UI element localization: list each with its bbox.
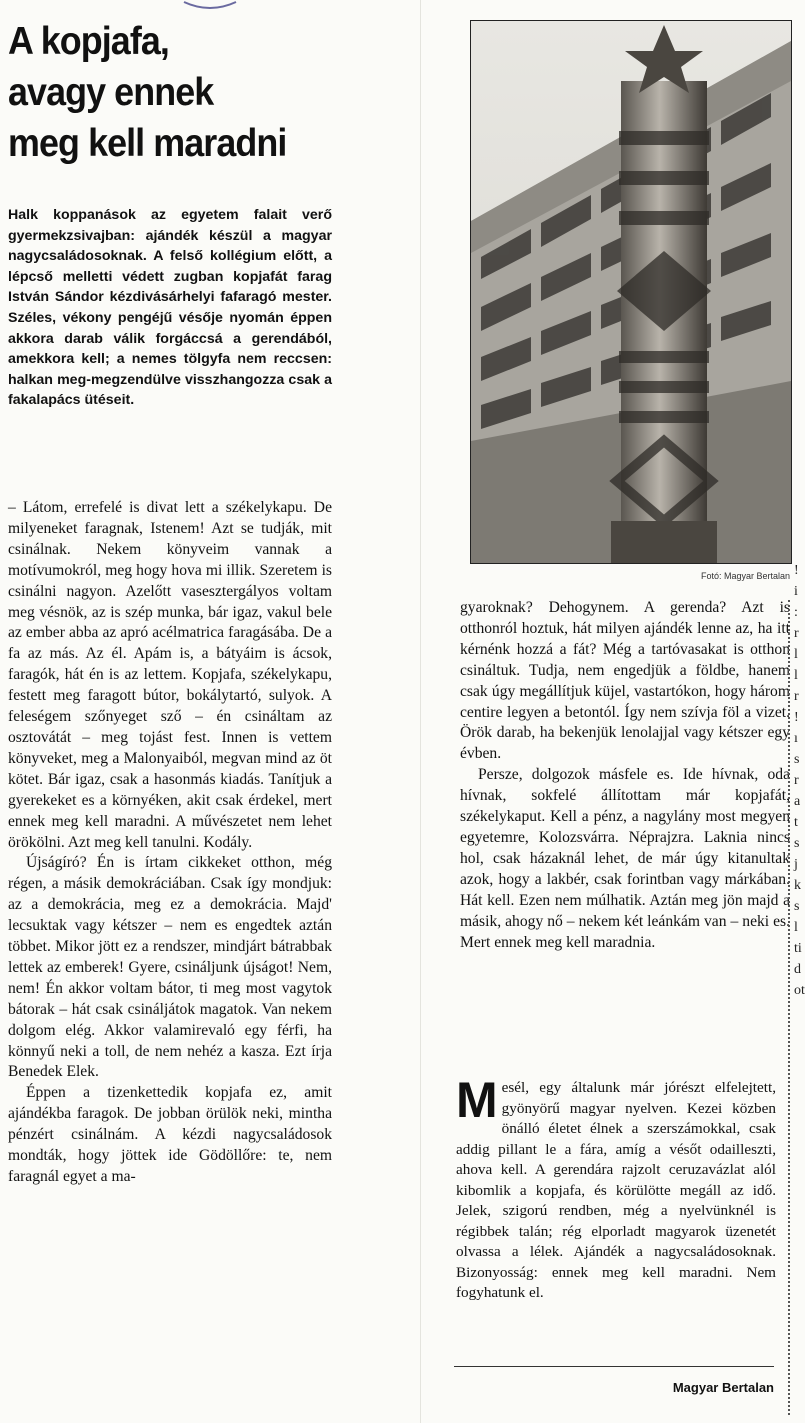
scan-fold-line: [420, 0, 421, 1423]
edge-fragment: !: [794, 563, 799, 578]
kopjafa-photo: [470, 20, 792, 564]
paragraph: Újságíró? Én is írtam cikkeket otthon, még régen, a másik demokráciában. Csak így mondjuk: az a demokrácia, meg ez a demokrácia. Majd' lecsuktak vagy kétszer – nem es engedtek aztán többet. Mikor jött ez a rendszer, mindjárt bátrabbak lettek az emberek! Gyere, csináljunk újságot! Nem, nem! Én akkor voltam bátor, ti meg most vagytok bátorak – hát csak csináljátok magatok. Van nekem dolgom elég. Akkor valamirevaló egy férfi, ha könnyű neki a toll, de nem nehéz a kasza. Ezt írja Benedek Elek.: [8, 854, 332, 1081]
edge-fragment: l: [794, 668, 798, 683]
author-signature: Magyar Bertalan: [672, 1380, 774, 1395]
edge-fragment: s: [794, 899, 800, 914]
title-line-3: meg kell maradni: [8, 122, 287, 165]
photo-credit: Fotó: Magyar Bertalan: [700, 571, 790, 581]
edge-fragment: ti: [794, 941, 802, 956]
author-rule: [454, 1366, 774, 1367]
title-line-2: avagy ennek: [8, 71, 214, 114]
adjacent-page-fragments: [794, 560, 804, 1001]
edge-fragment: t: [794, 815, 798, 830]
edge-fragment: ot: [794, 983, 805, 998]
edge-fragment: a: [794, 794, 801, 809]
edge-fragment: r: [794, 773, 799, 788]
edge-fragment: :: [794, 605, 798, 620]
edge-fragment: i: [794, 584, 798, 599]
edge-fragment: l: [794, 920, 798, 935]
edge-fragment: s: [794, 752, 800, 767]
edge-fragment: r: [794, 689, 799, 704]
paragraph: Persze, dolgozok másfele es. Ide hívnak, oda hívnak, sokfelé állítottam már kopjafát, székelykaput. Kell a pénz, a nagylány most megyen egyetemre, Kolozsvárra. Néprajzra. Laknia nincs hol, csak házaknál lehet, de már úgy kitanultak azok, hogy a lakbér, csak forintban vagy márkában. Hát kell. Ezen nem múlhatik. Aztán meg jön majd a másik, ahogy nő – nekem két leánkám van – neki es. Mert ennek meg kell maradnia.: [460, 766, 790, 951]
edge-fragment: d: [794, 962, 801, 977]
edge-fragment: ı: [794, 731, 798, 746]
edge-fragment: r: [794, 626, 799, 641]
closing-box: [456, 1072, 776, 1304]
edge-fragment: s: [794, 836, 800, 851]
corner-mark-icon: [180, 0, 240, 16]
article-lead: Halk koppanások az egyetem falait verő gyermekzsivajban: ajándék készül a magyar nagycsaládosoknak. A felső kollégium előtt, a lépcső melletti védett zugban kopjafát farag István Sándor kézdivásárhelyi fafaragó mester. Széles, vékony pengéjű vésője nyomán éppen akkora darab válik forgáccsá a gerendából, amekkora kell; a nemes tölgyfa nem reccsen: halkan meg-megzendülve visszhangozza csak a fakalapács ütéseit.: [8, 207, 332, 409]
edge-fragment: k: [794, 878, 801, 893]
edge-fragment: l: [794, 647, 798, 662]
article-title: [8, 16, 321, 169]
column-dotted-divider: [788, 600, 790, 1415]
title-line-1: A kopjafa,: [8, 20, 169, 63]
edge-fragment: !: [794, 710, 799, 725]
paragraph: – Látom, errefelé is divat lett a székelykapu. De milyeneket faragnak, Istenem! Azt se tudják, mit csinálnak. Nekem könyveim vannak a motívumokról, meg hogy hova mi illik. Szeretem is csinálni nagyon. Azelőtt vasesztergályos voltam meg vésnök, az is szép munka, bár igaz, vakul bele az ember abba az apró acélmatrica faragásába. De a fa az más. Az él. Apám is, a bátyáim is ácsok, faragók, hát én is az lettem. Kopjafa, székelykapu, festett meg faragott bútor, bokálytartó, sulyok. A feleségem szőnyeget sző – én csináltam az osztovátát – meg tojást fest. Innen is vettem könyveket, meg a Malonyaiból, megvan mind az öt kötet. Bár igaz, csak a hasonmás kiadás. Tanítjuk a gyerekeket es a környéken, akit csak érdekel, mert ennek meg kell maradni. A művészetet nem lehet örökölni. Azt meg kell tanulni. Kodály.: [8, 499, 332, 851]
kopjafa-photo-image: [471, 21, 791, 563]
paragraph: Éppen a tizenkettedik kopjafa ez, amit ajándékba faragok. De jobban örülök neki, mintha pénzért csinálnám. A kézdi nagycsaládosok mondták, hogy jöttek ide Gödöllőre: te, nem faragnál egyet a ma-: [8, 1084, 332, 1185]
edge-fragment: j: [794, 857, 798, 872]
body-column-left: [8, 498, 332, 1188]
closing-text: esél, egy általunk már jórészt elfelejtett, gyönyörű magyar nyelven. Kezei közben önálló életet élnek a szerszámokkal, csak addig pillant le a fára, amíg a vésőt odailleszti, ahova kell. A gerendára rajzolt ceruzavázlat alól kibomlik a kopjafa, és körülötte megáll az idő. Jelek, szigorú rendben, még a nyelvünknél is régibbek talán; rég elporladt magyarok üzenetét olvassa a lélek. Ajándék a nagycsaládosoknak. Bizonyosság: ennek meg kell maradni. Nem fogyhatunk el.: [456, 1079, 776, 1301]
body-column-right: [460, 598, 790, 953]
paragraph: gyaroknak? Dehogynem. A gerenda? Azt is otthonról hoztuk, hát milyen ajándék lenne az, ha itt kérnénk hozzá a fát? Még a tartóvasakat is otthon csináltuk. Tudja, nem engedjük a földbe, hanem csak úgy megállítjuk küjel, vastartókon, hogy három centire legyen a betontól. Így nem szívja föl a vizet. Örök darab, ha bekenjük lenolajjal vagy kétszer egy évben.: [460, 599, 790, 763]
drop-cap: M: [456, 1072, 498, 1128]
